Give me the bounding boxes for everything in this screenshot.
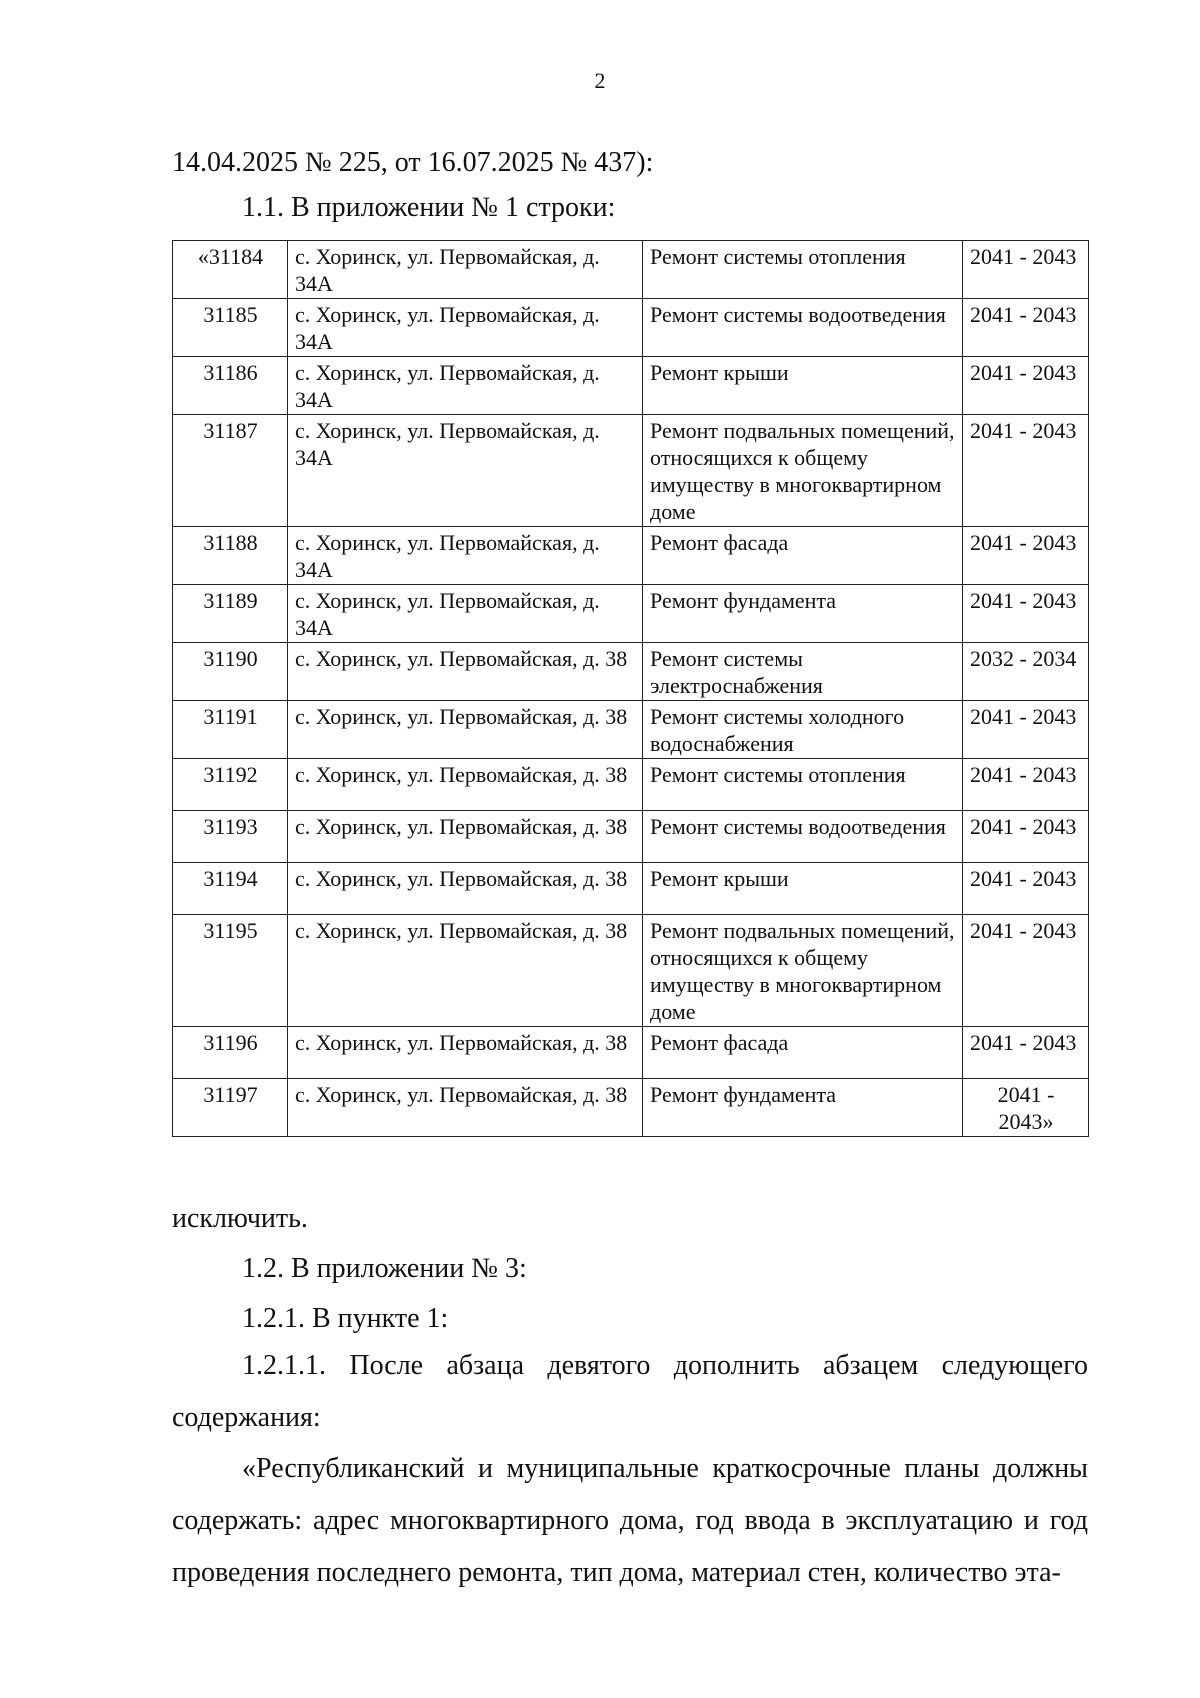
table-row — [173, 1079, 1089, 1137]
table-row — [173, 585, 1089, 643]
table-row — [173, 863, 1089, 915]
row-period: 2041 - 2043 — [963, 415, 1089, 527]
row-number: 31186 — [173, 357, 288, 415]
row-period: 2041 - 2043 — [963, 759, 1089, 811]
row-work: Ремонт системы отопления — [643, 241, 963, 299]
intro-line: 14.04.2025 № 225, от 16.07.2025 № 437): — [172, 147, 654, 178]
table-row — [173, 527, 1089, 585]
item-1-2-1: 1.2.1. В пункте 1: — [242, 1303, 449, 1334]
row-work: Ремонт системы холодного водоснабжения — [643, 701, 963, 759]
row-period: 2032 - 2034 — [963, 643, 1089, 701]
row-address: с. Хоринск, ул. Первомайская, д. 34А — [288, 241, 643, 299]
table-row — [173, 759, 1089, 811]
item-1-2: 1.2. В приложении № 3: — [242, 1253, 527, 1284]
table-row — [173, 415, 1089, 527]
row-address: с. Хоринск, ул. Первомайская, д. 38 — [288, 759, 643, 811]
row-work: Ремонт подвальных помещений, относящихся к общему имуществу в многоквартирном доме — [643, 415, 963, 527]
exclude-text: исключить. — [172, 1203, 308, 1234]
excluded-rows-table — [172, 240, 1089, 1137]
row-work: Ремонт крыши — [643, 357, 963, 415]
row-period: 2041 - 2043 — [963, 357, 1089, 415]
row-work: Ремонт фундамента — [643, 1079, 963, 1137]
table-row — [173, 915, 1089, 1027]
row-address: с. Хоринск, ул. Первомайская, д. 34А — [288, 299, 643, 357]
row-number: 31191 — [173, 701, 288, 759]
table-row — [173, 357, 1089, 415]
item-1-2-1-1: 1.2.1.1. После абзаца девятого дополнить абзацем следующего содержания: — [172, 1350, 1088, 1433]
row-number: 31195 — [173, 915, 288, 1027]
quote-paragraph: «Республиканский и муниципальные краткосрочные планы должны содержать: адрес многоквартирного дома, год ввода в эксплуатацию и год проведения последнего ремонта, тип дома, материал стен, количество эта- — [172, 1453, 1088, 1588]
row-number: 31185 — [173, 299, 288, 357]
table-row — [173, 811, 1089, 863]
row-period: 2041 - 2043 — [963, 299, 1089, 357]
row-work: Ремонт подвальных помещений, относящихся к общему имуществу в многоквартирном доме — [643, 915, 963, 1027]
row-address: с. Хоринск, ул. Первомайская, д. 34А — [288, 585, 643, 643]
row-work: Ремонт системы электроснабжения — [643, 643, 963, 701]
item-1-1: 1.1. В приложении № 1 строки: — [242, 192, 616, 223]
row-address: с. Хоринск, ул. Первомайская, д. 38 — [288, 1027, 643, 1079]
table-row — [173, 241, 1089, 299]
row-number: 31188 — [173, 527, 288, 585]
row-period: 2041 - 2043 — [963, 701, 1089, 759]
row-work: Ремонт системы водоотведения — [643, 299, 963, 357]
table-row — [173, 701, 1089, 759]
row-address: с. Хоринск, ул. Первомайская, д. 38 — [288, 915, 643, 1027]
row-number: 31193 — [173, 811, 288, 863]
row-period: 2041 - 2043 — [963, 915, 1089, 1027]
row-address: с. Хоринск, ул. Первомайская, д. 38 — [288, 811, 643, 863]
row-number: 31194 — [173, 863, 288, 915]
table-row — [173, 1027, 1089, 1079]
row-number: 31190 — [173, 643, 288, 701]
row-work: Ремонт системы водоотведения — [643, 811, 963, 863]
row-number: «31184 — [173, 241, 288, 299]
row-number: 31192 — [173, 759, 288, 811]
row-address: с. Хоринск, ул. Первомайская, д. 38 — [288, 1079, 643, 1137]
row-work: Ремонт системы отопления — [643, 759, 963, 811]
row-period: 2041 - 2043 — [963, 863, 1089, 915]
table-row — [173, 643, 1089, 701]
table-row — [173, 299, 1089, 357]
row-number: 31197 — [173, 1079, 288, 1137]
row-work: Ремонт фасада — [643, 527, 963, 585]
row-period: 2041 - 2043 — [963, 1027, 1089, 1079]
page-number: 2 — [594, 68, 606, 93]
row-number: 31187 — [173, 415, 288, 527]
row-number: 31189 — [173, 585, 288, 643]
row-address: с. Хоринск, ул. Первомайская, д. 34А — [288, 357, 643, 415]
row-period: 2041 - 2043 — [963, 527, 1089, 585]
row-work: Ремонт фасада — [643, 1027, 963, 1079]
row-number: 31196 — [173, 1027, 288, 1079]
row-address: с. Хоринск, ул. Первомайская, д. 38 — [288, 701, 643, 759]
row-period: 2041 - 2043 — [963, 241, 1089, 299]
row-address: с. Хоринск, ул. Первомайская, д. 38 — [288, 863, 643, 915]
row-work: Ремонт крыши — [643, 863, 963, 915]
row-work: Ремонт фундамента — [643, 585, 963, 643]
row-address: с. Хоринск, ул. Первомайская, д. 38 — [288, 643, 643, 701]
row-period: 2041 - 2043» — [963, 1079, 1089, 1137]
row-period: 2041 - 2043 — [963, 811, 1089, 863]
row-period: 2041 - 2043 — [963, 585, 1089, 643]
row-address: с. Хоринск, ул. Первомайская, д. 34А — [288, 415, 643, 527]
row-address: с. Хоринск, ул. Первомайская, д. 34А — [288, 527, 643, 585]
